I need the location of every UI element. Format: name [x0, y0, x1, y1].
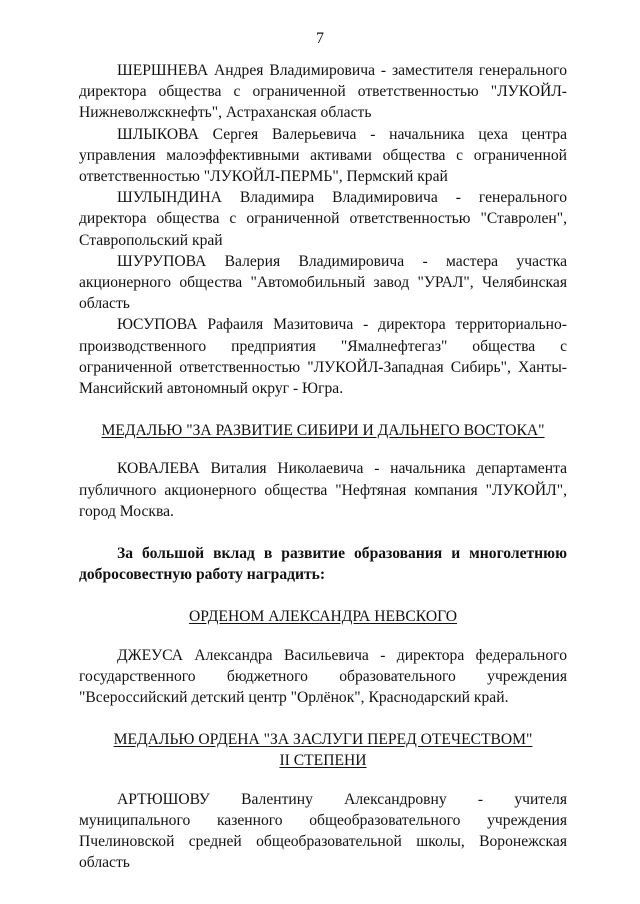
heading-nevsky-order: ОРДЕНОМ АЛЕКСАНДРА НЕВСКОГО	[189, 608, 457, 626]
award-entry-yusupova: ЮСУПОВА Рафаиля Мазитовича - директора территориально-производственного предприятия "Ямалнефтегаз" общества с ограниченной ответственностью "ЛУКОЙЛ-Западная Сибирь", Ханты-Мансийский автономный округ - Югра.	[79, 316, 567, 398]
page-number: 7	[316, 30, 324, 47]
award-intro: За большой вклад в развитие образования и многолетнюю добросовестную работу наградить:	[79, 545, 567, 584]
award-entry-shulyndina: ШУЛЫНДИНА Владимира Владимировича - генерального директора общества с ограниченной ответственностью "Ставролен", Ставропольский край	[79, 189, 567, 249]
award-entry-dzheusa: ДЖЕУСА Александра Васильевича - директора федерального государственного бюджетного образовательного учреждения "Всероссийский детский центр "Орлёнок", Краснодарский край.	[79, 646, 567, 707]
award-entry-artyushova: АРТЮШОВУ Валентину Александровну - учителя муниципального казенного общеобразовательного учреждения Пчелиновской средней общеобразовательной школы, Воронежская область	[79, 790, 567, 872]
award-entry-kovaleva: КОВАЛЕВА Виталия Николаевича - начальника департамента публичного акционерного общества "Нефтяная компания "ЛУКОЙЛ", город Москва.	[79, 460, 567, 520]
document-body	[79, 60, 567, 874]
heading-siberia-medal: МЕДАЛЬЮ "ЗА РАЗВИТИЕ СИБИРИ И ДАЛЬНЕГО ВОСТОКА"	[101, 422, 545, 440]
award-entry-shurupova: ШУРУПОВА Валерия Владимировича - мастера участка акционерного общества "Автомобильный завод "УРАЛ", Челябинская область	[79, 252, 567, 313]
award-entry-shlykova: ШЛЫКОВА Сергея Валерьевича - начальника цеха центра управления малоэффективными активами общества с ограниченной ответственностью "ЛУКОЙЛ-ПЕРМЬ", Пермский край	[79, 125, 567, 186]
heading-merit-medal-line2: II СТЕПЕНИ	[279, 752, 367, 770]
heading-merit-medal-line1: МЕДАЛЬЮ ОРДЕНА "ЗА ЗАСЛУГИ ПЕРЕД ОТЕЧЕСТВОМ"	[113, 731, 533, 749]
award-entry-shershneva: ШЕРШНЕВА Андрея Владимировича - заместителя генерального директора общества с ограниченной ответственностью "ЛУКОЙЛ-Нижневолжскнефть", Астраханская область	[79, 62, 567, 122]
